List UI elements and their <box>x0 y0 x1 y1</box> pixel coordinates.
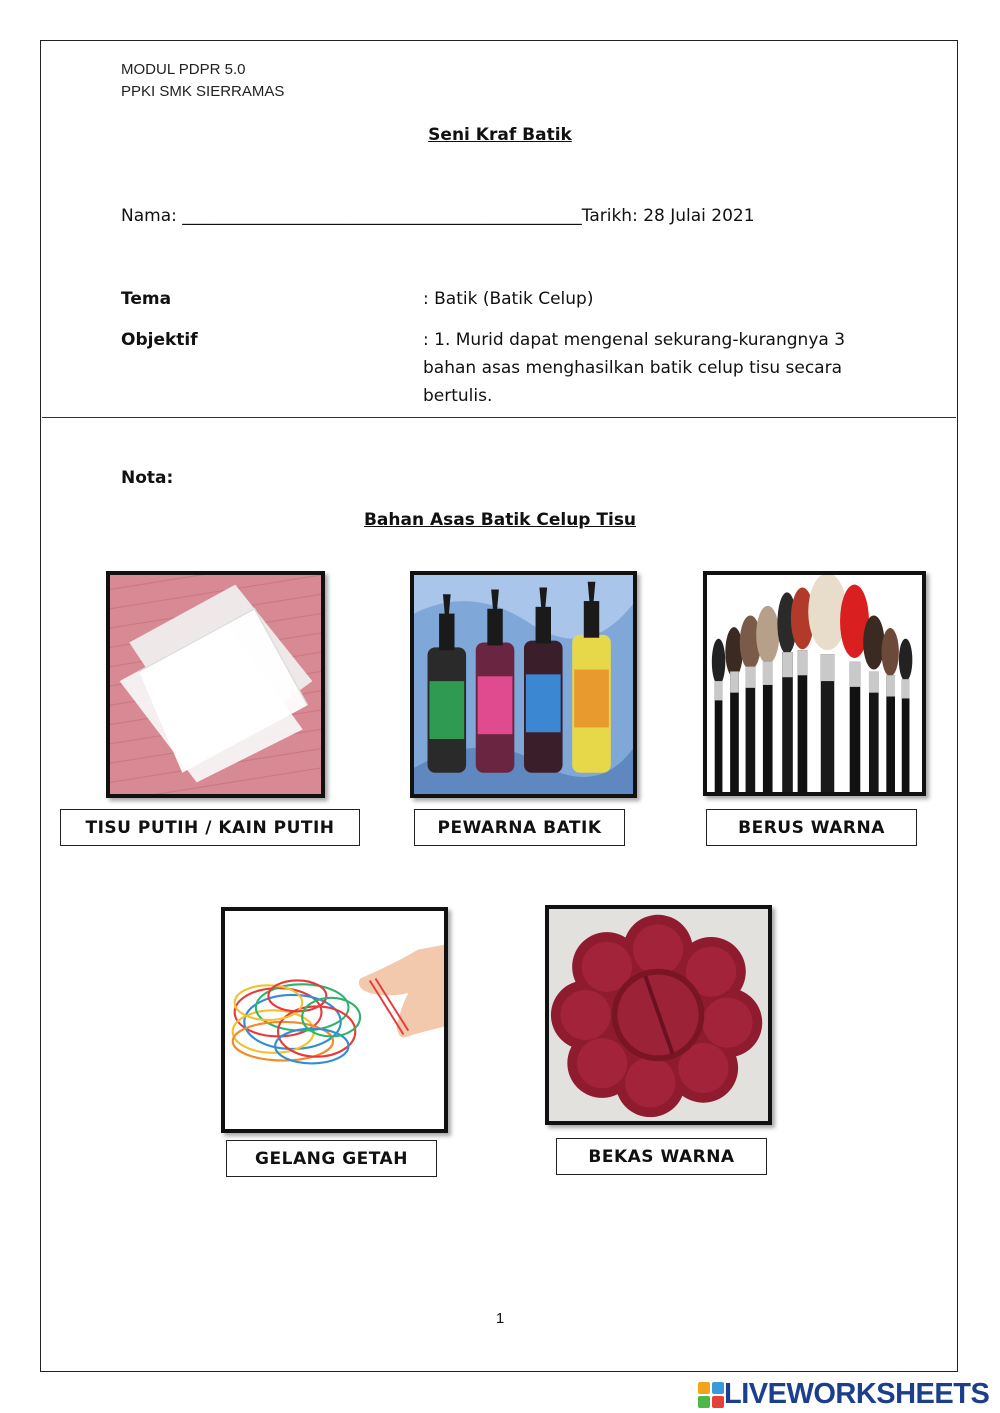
objektif-line-1: : 1. Murid dapat mengenal sekurang-kurangnya 3 <box>423 330 846 350</box>
liveworksheets-logo[interactable] <box>698 1378 989 1411</box>
objektif-line-2: bahan asas menghasilkan batik celup tisu secara <box>423 358 843 378</box>
tema-label: Tema <box>121 289 172 309</box>
paint-palette-photo <box>545 905 772 1125</box>
caption-brush: BERUS WARNA <box>706 809 917 846</box>
name-label: Nama: <box>121 206 183 226</box>
caption-dye: PEWARNA BATIK <box>414 809 625 846</box>
brand-name: LIVEWORKSHEETS <box>724 1378 990 1410</box>
caption-rubber-band: GELANG GETAH <box>226 1140 437 1177</box>
page-number: 1 <box>495 1310 505 1327</box>
name-input-line[interactable]: _______________________________________________ <box>182 206 582 226</box>
date-text: Tarikh: 28 Julai 2021 <box>581 206 755 226</box>
tissue-paper-photo <box>106 571 325 798</box>
brushes-photo <box>703 571 926 796</box>
section-title: Bahan Asas Batik Celup Tisu <box>363 510 637 530</box>
rubber-bands-photo <box>221 907 448 1133</box>
dye-bottles-photo <box>410 571 637 798</box>
header-school: PPKI SMK SIERRAMAS <box>121 83 285 100</box>
section-divider <box>42 417 956 418</box>
objektif-line-3: bertulis. <box>423 386 493 406</box>
logo-grid-icon <box>698 1382 724 1408</box>
caption-palette: BEKAS WARNA <box>556 1138 767 1175</box>
name-row <box>121 206 755 226</box>
header-module: MODUL PDPR 5.0 <box>121 61 246 78</box>
nota-label: Nota: <box>121 468 174 488</box>
caption-tissue: TISU PUTIH / KAIN PUTIH <box>60 809 360 846</box>
tema-value: : Batik (Batik Celup) <box>423 289 594 309</box>
page-title: Seni Kraf Batik <box>428 125 572 145</box>
objektif-label: Objektif <box>121 330 198 350</box>
